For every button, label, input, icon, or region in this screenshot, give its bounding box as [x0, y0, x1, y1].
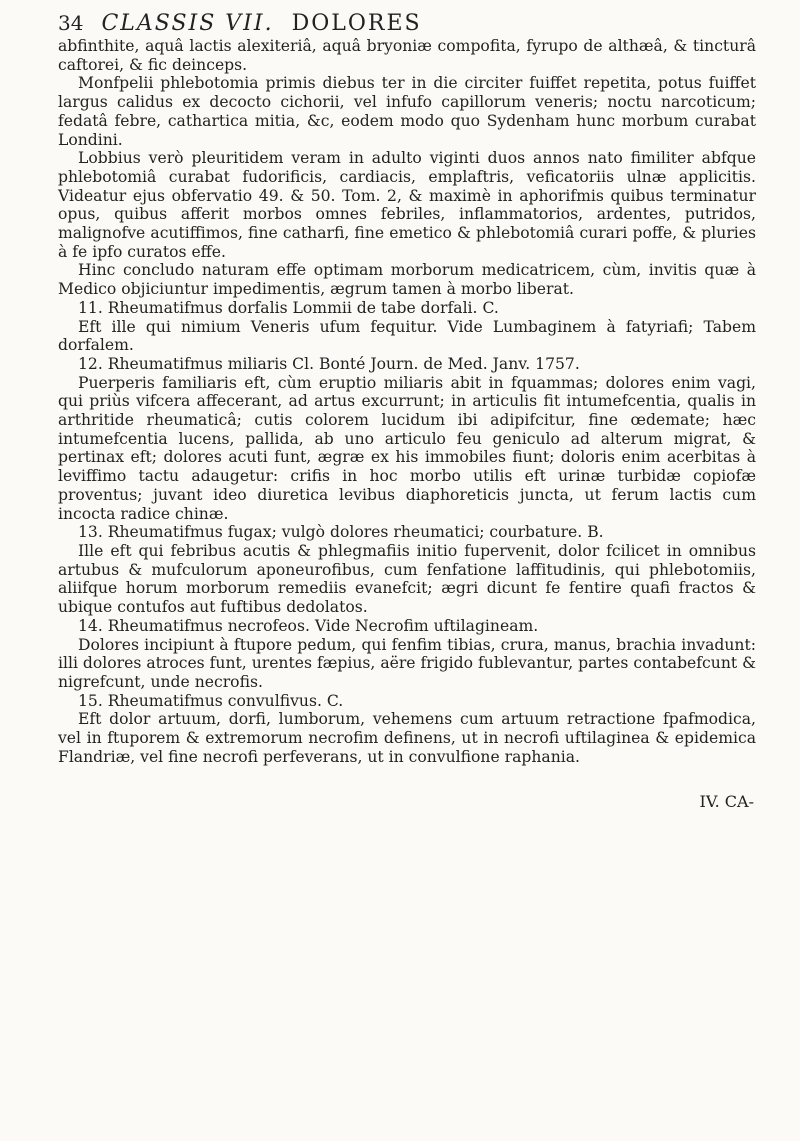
paragraph: Monfpelii phlebotomia primis diebus ter in die circiter fuiffet repetita, potus fuiffet largus calidus ex decocto cichorii, vel infufo capillorum veneris; noctu narcoticum; fedatâ febre, cathartica mitia, &c, eodem modo quo Sydenham hunc morbum curabat Londini. [58, 74, 756, 149]
section-heading: 11. Rheumatifmus dorfalis Lommii de tabe dorfali. C. [78, 298, 499, 317]
body-text [58, 37, 756, 766]
section-title: DOLORES [291, 11, 422, 36]
paragraph: Dolores incipiunt à ftupore pedum, qui fenfim tibias, crura, manus, brachia invadunt: illi dolores atroces funt, urentes fæpius, aëre frigido fublevantur, partes contabefcunt & nigrefcunt, unde necrofis. [58, 635, 756, 691]
running-head [58, 10, 756, 37]
paragraph: Eft dolor artuum, dorfi, lumborum, vehemens cum artuum retractione fpafmodica, vel in ftuporem & extremorum necrofim definens, ut in necrofi uftilaginea & epidemica Flandriæ, vel fine necrofi perfeverans, ut in convulfione raphania. [58, 710, 756, 766]
paragraph: Eft ille qui nimium Veneris ufum fequitur. Vide Lumbaginem à fatyriafi; Tabem dorfalem. [58, 317, 756, 355]
section-heading: 13. Rheumatifmus fugax; vulgò dolores rheumatici; courbature. B. [78, 523, 604, 542]
paragraph: Lobbius verò pleuritidem veram in adulto viginti duos annos nato fimiliter abfque phlebotomiâ curabat fudorificis, cardiacis, emplaftris, veficatoriis ulnæ applicitis. Videatur ejus obfervatio 49. & 50. Tom. 2, & maximè in aphorifmis quibus terminatur opus, quibus afferit morbos omnes febriles, inflammatorios, ardentes, putridos, malignofve acutiffimos, fine catharfi, fine emetico & phlebotomiâ curari poffe, & pluries à fe ipfo curatos effe. [58, 149, 756, 261]
page-number: 34 [58, 11, 84, 35]
paragraph: Ille eft qui febribus acutis & phlegmafiis initio fupervenit, dolor fcilicet in omnibus artubus & mufculorum aponeurofibus, cum fenfatione laffitudinis, qui phlebotomiis, aliifque horum morborum remediis evanefcit; ægri dicunt fe fentire quafi fractos & ubique contufos aut fuftibus dedolatos. [58, 541, 756, 617]
section-heading: 12. Rheumatifmus miliaris Cl. Bonté Journ. de Med. Janv. 1757. [78, 354, 580, 373]
class-title: CLASSIS VII. [101, 11, 274, 36]
paragraph: abfinthite, aquâ lactis alexiteriâ, aquâ bryoniæ compofita, fyrupo de althæâ, & tincturâ caftorei, & fic deinceps. [58, 37, 756, 74]
paragraph: Puerperis familiaris eft, cùm eruptio miliaris abit in fquammas; dolores enim vagi, qui priùs vifcera affecerant, ad artus excurrunt; in articulis fit intumefcentia, qualis in arthritide rheumaticâ; cutis colorem lucidum ibi adipifcitur, fine œdemate; hæc intumefcentia lucens, pallida, ab uno articulo feu geniculo ad alterum migrat, & pertinax eft; dolores acuti funt, ægræ ex his immobiles fiunt; doloris enim acerbitas à leviffimo tactu adaugetur: crifis in hoc morbo utilis eft urinæ turbidæ copiofæ proventus; juvant ideo diuretica levibus diaphoreticis juncta, ut ferum lactis cum incocta radice chinæ. [58, 373, 756, 523]
paragraph: Hinc concludo naturam effe optimam morborum medicatricem, cùm, invitis quæ à Medico objiciuntur impedimentis, ægrum tamen à morbo liberat. [58, 261, 756, 299]
section-heading: 15. Rheumatifmus convulfivus. C. [78, 691, 344, 710]
catchword: IV. CA- [699, 792, 754, 812]
section-heading: 14. Rheumatifmus necrofeos. Vide Necrofim uftilagineam. [78, 616, 539, 635]
